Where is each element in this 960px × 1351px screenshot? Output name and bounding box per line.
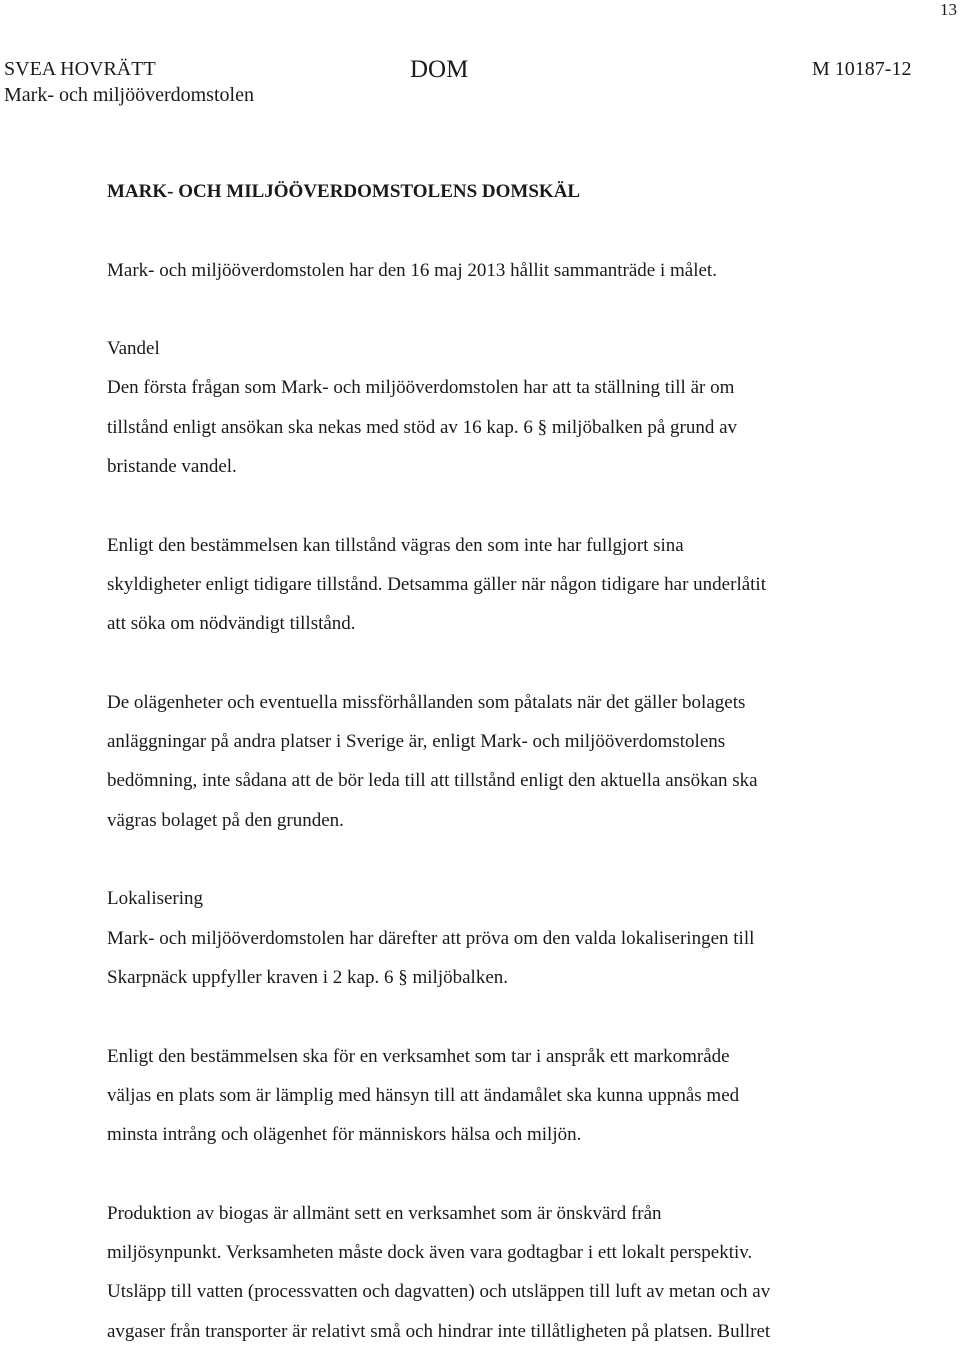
text-line: avgaser från transporter är relativt små och hindrar inte tillåtligheten på platsen. Bullret bbox=[107, 1320, 771, 1342]
court-name: SVEA HOVRÄTT bbox=[4, 58, 156, 80]
document-body bbox=[107, 172, 907, 1351]
text-line: att söka om nödvändigt tillstånd. bbox=[107, 613, 356, 635]
text-line: miljösynpunkt. Verksamheten måste dock även vara godtagbar i ett lokalt perspektiv. bbox=[107, 1242, 753, 1264]
text-line: tillstånd enligt ansökan ska nekas med stöd av 16 kap. 6 § miljöbalken på grund av bbox=[107, 416, 738, 438]
page-number: 13 bbox=[940, 0, 957, 19]
court-division: Mark- och miljööverdomstolen bbox=[4, 84, 254, 106]
text-line: bristande vandel. bbox=[107, 456, 237, 478]
text-line: Skarpnäck uppfyller kraven i 2 kap. 6 § miljöbalken. bbox=[107, 966, 509, 988]
text-line: Mark- och miljööverdomstolen har därefter att pröva om den valda lokaliseringen till bbox=[107, 927, 755, 949]
section-title-vandel: Vandel bbox=[107, 338, 160, 360]
text-line: Den första frågan som Mark- och miljööverdomstolen har att ta ställning till är om bbox=[107, 377, 735, 399]
section-title-lokalisering: Lokalisering bbox=[107, 888, 204, 910]
paragraph-lokalisering-2 bbox=[107, 1037, 907, 1155]
paragraph-vandel-1 bbox=[107, 368, 907, 486]
text-line: De olägenheter och eventuella missförhållanden som påtalats när det gäller bolagets bbox=[107, 691, 746, 713]
text-line: bedömning, inte sådana att de bör leda till att tillstånd enligt den aktuella ansökan ska bbox=[107, 770, 758, 792]
paragraph-vandel-2 bbox=[107, 526, 907, 644]
text-line: Enligt den bestämmelsen kan tillstånd vägras den som inte har fullgjort sina bbox=[107, 534, 684, 556]
text-line: vägras bolaget på den grunden. bbox=[107, 809, 344, 831]
paragraph-vandel-3 bbox=[107, 683, 907, 840]
case-number: M 10187-12 bbox=[812, 58, 912, 80]
text-line: Produktion av biogas är allmänt sett en verksamhet som är önskvärd från bbox=[107, 1202, 662, 1224]
header-court-block bbox=[4, 56, 254, 108]
document-type: DOM bbox=[410, 56, 469, 83]
section-heading: MARK- OCH MILJÖÖVERDOMSTOLENS DOMSKÄL bbox=[107, 181, 581, 202]
text-line: Utsläpp till vatten (processvatten och dagvatten) och utsläppen till luft av metan och av bbox=[107, 1281, 771, 1303]
text-line: Enligt den bestämmelsen ska för en verksamhet som tar i anspråk ett markområde bbox=[107, 1045, 730, 1067]
text-line: skyldigheter enligt tidigare tillstånd. Detsamma gäller när någon tidigare har underlåtit bbox=[107, 573, 766, 595]
text-line: anläggningar på andra platser i Sverige är, enligt Mark- och miljööverdomstolens bbox=[107, 731, 726, 753]
intro-paragraph: Mark- och miljööverdomstolen har den 16 maj 2013 hållit sammanträde i målet. bbox=[107, 259, 717, 281]
text-line: väljas en plats som är lämplig med hänsyn till att ändamålet ska kunna uppnås med bbox=[107, 1084, 740, 1106]
text-line: minsta intrång och olägenhet för människors hälsa och miljön. bbox=[107, 1124, 582, 1146]
paragraph-lokalisering-3 bbox=[107, 1194, 907, 1351]
paragraph-lokalisering-1 bbox=[107, 919, 907, 998]
